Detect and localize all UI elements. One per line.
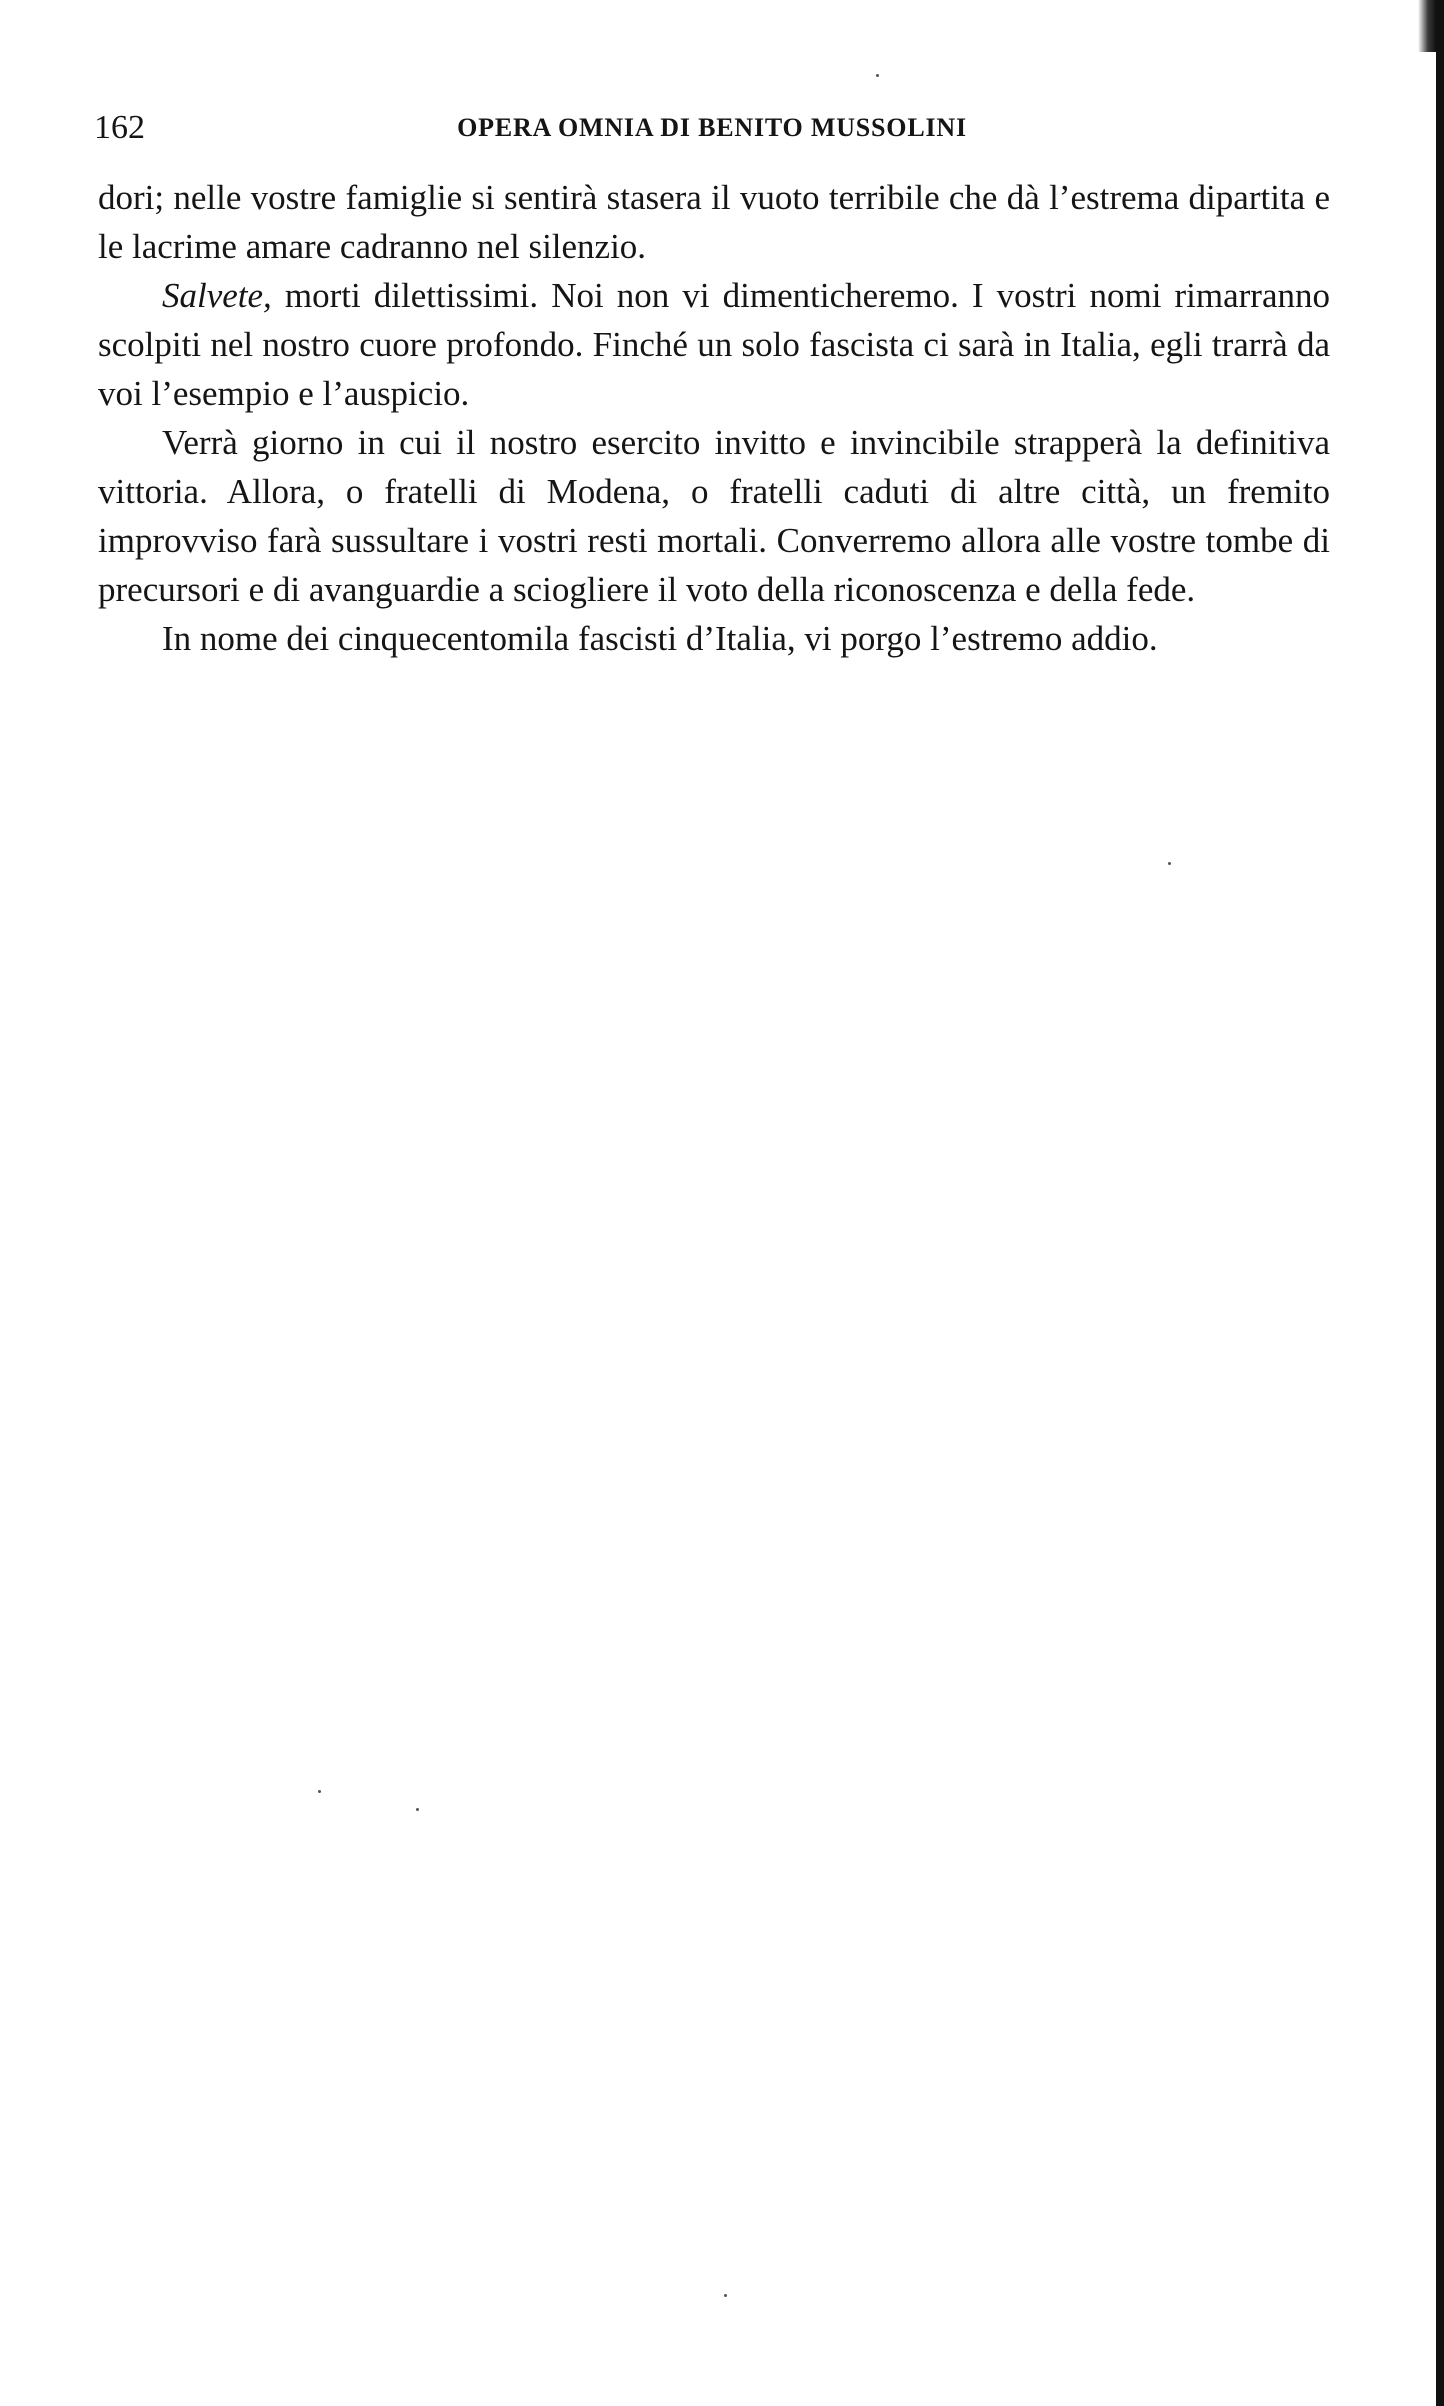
paragraph-farewell: In nome dei cinquecentomila fascisti d’Italia, vi porgo l’estremo addio. <box>162 619 1158 658</box>
page-number: 162 <box>94 109 145 146</box>
scan-speck <box>724 2294 727 2297</box>
scan-speck <box>1168 862 1171 865</box>
scan-edge <box>1436 0 1444 2406</box>
running-title: OPERA OMNIA DI BENITO MUSSOLINI <box>457 113 967 142</box>
page-header <box>94 104 1330 152</box>
scan-speck <box>416 1808 419 1811</box>
paragraph-salvete <box>98 271 1330 418</box>
scan-edge-corner <box>1418 0 1436 52</box>
paragraph-continuation: dori; nelle vostre famiglie si sentirà stasera il vuoto terribile che dà l’estrema dipartita e le lacrime amare cadranno nel silenzio. <box>98 178 1330 266</box>
paragraph-salvete-text: morti dilettissimi. Noi non vi dimenticheremo. I vostri nomi rimarranno scolpiti nel nostro cuore profondo. Finché un solo fascista ci sarà in Italia, egli trarrà da voi l’esempio e l’auspicio. <box>98 276 1330 413</box>
body-text <box>98 173 1330 663</box>
italic-salvete: Salvete, <box>162 276 272 315</box>
scan-speck <box>876 74 879 77</box>
paragraph-victory: Verrà giorno in cui il nostro esercito invitto e invincibile strapperà la definitiva vittoria. Allora, o fratelli di Modena, o fratelli caduti di altre città, un fremito improvviso farà sussultare i vostri resti mortali. Converremo allora alle vostre tombe di precursori e di avanguardie a sciogliere il voto della riconoscenza e della fede. <box>98 423 1330 609</box>
scan-speck <box>318 1790 321 1793</box>
